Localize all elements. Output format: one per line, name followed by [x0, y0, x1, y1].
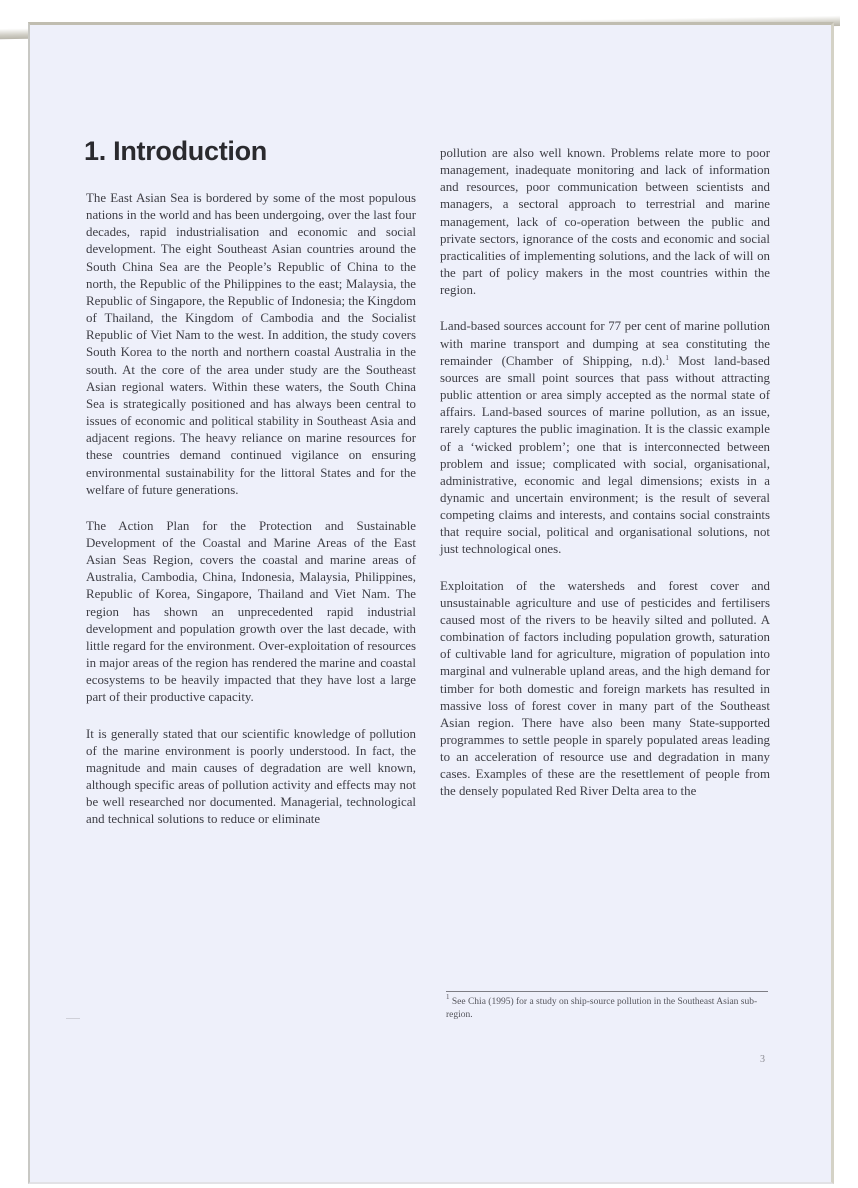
- right-column: [440, 145, 770, 820]
- paragraph-pollution-problems: pollution are also well known. Problems relate more to poor management, inadequate monitoring and lack of information and resources, poor communication between scientists and managers, a sectoral approach to terrestrial and marine management, lack of co-operation between the public and private sectors, ignorance of the costs and economic and social practicalities of implementing solutions, and the lack of will on the part of policy makers in the most countries within the region.: [440, 146, 770, 298]
- footnote-divider: [446, 991, 768, 992]
- paragraph-text: Land-based sources account for 77 per cent of marine pollution with marine transport and dumping at sea constituting the remainder (Chamber of Shipping, n.d).: [440, 319, 770, 368]
- page-number: 3: [760, 1054, 765, 1065]
- paragraph-text: Most land-based sources are small point sources that pass without attracting public attention or area simply accepted as the normal state of affairs. Land-based sources of marine pollution, as an issue, rarely captures the public imagination. It is the classic example of a ‘wicked problem’; one that is interconnected between problem and issue; complicated with social, organisational, administrative, economic and legal dimensions; exists in a dynamic and uncertain environment; is the result of several competing claims and interests, and contains social constraints that require social, political and organisational solutions, not just technological ones.: [440, 353, 770, 557]
- footnote-reference: 1: [665, 353, 669, 362]
- footnote-marker: 1: [446, 993, 450, 1001]
- footnote-text: See Chia (1995) for a study on ship-source pollution in the Southeast Asian sub-region.: [446, 997, 758, 1020]
- footnote: [446, 993, 768, 1022]
- paragraph-region-overview: The East Asian Sea is bordered by some of the most populous nations in the world and has been undergoing, over the last four decades, rapid industrialisation and economic and social development. The eight Southeast Asian countries around the South China Sea are the People’s Republic of China to the north, the Republic of the Philippines to the east; Malaysia, the Republic of Singapore, the Republic of Indonesia; the Kingdom of Thailand, the Kingdom of Cambodia and the Socialist Republic of Viet Nam to the west. In addition, the study covers South Korea to the north and northern coastal Australia in the south. At the core of the area under study are the Southeast Asian regional waters. Within these waters, the South China Sea is strategically positioned and has always been central to issues of economic and political stability in Southeast Asia and adjacent regions. The heavy reliance on marine resources for these countries demand continued vigilance on ensuring environmental sustainability for the littoral States and for the welfare of future generations.: [86, 191, 416, 497]
- left-column: [86, 190, 416, 847]
- scan-mark: [66, 1018, 80, 1019]
- paragraph-scientific-knowledge: It is generally stated that our scientific knowledge of pollution of the marine environment is poorly understood. In fact, the magnitude and main causes of degradation are well known, although specific areas of pollution activity and effects may not be well researched nor documented. Managerial, technological and technical solutions to reduce or eliminate: [86, 726, 416, 827]
- paragraph-land-based-sources: [440, 318, 770, 558]
- section-heading: 1. Introduction: [84, 136, 267, 166]
- paragraph-watershed-exploitation: Exploitation of the watersheds and forest cover and unsustainable agriculture and use of pesticides and fertilisers caused most of the rivers to be heavily silted and polluted. A combination of factors including population growth, saturation of cultivable land for agriculture, migration of population into marginal and vulnerable upland areas, and the high demand for timber for both domestic and foreign markets has resulted in massive loss of forest cover in many part of the Southeast Asian region. There have also been many State-supported programmes to settle people in sparely populated areas leading to an acceleration of resource use and degradation in many cases. Examples of these are the resettlement of people from the densely populated Red River Delta area to the: [440, 578, 770, 799]
- paragraph-action-plan: The Action Plan for the Protection and Sustainable Development of the Coastal and Marine Areas of the East Asian Seas Region, covers the coastal and marine areas of Australia, Cambodia, China, Indonesia, Malaysia, Philippines, Republic of Korea, Singapore, Thailand and Viet Nam. The region has shown an unprecedented rapid industrial development and population growth over the last decade, with little regard for the environment. Over-exploitation of resources in major areas of the region has rendered the marine and coastal ecosystems to be heavily impacted that they have lost a large part of their productive capacity.: [86, 518, 416, 705]
